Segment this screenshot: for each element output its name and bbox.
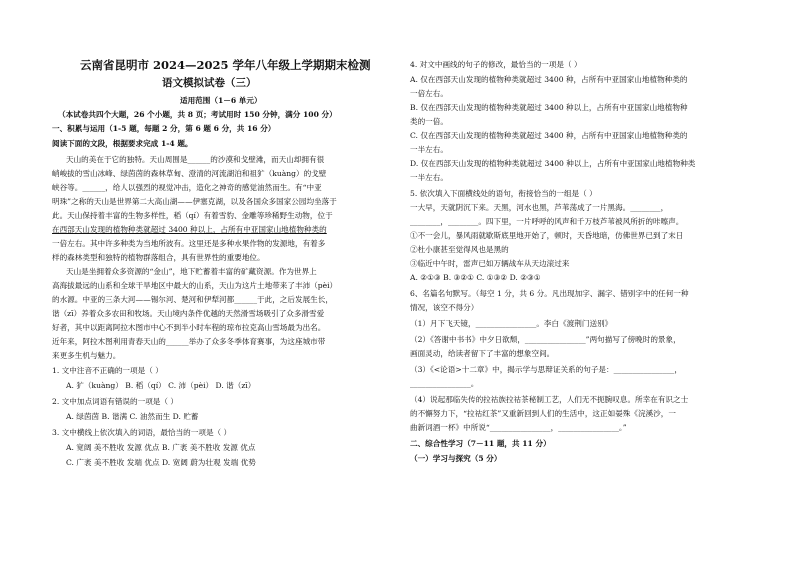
question-4-option-a: A. 仅在西部天山发现的植物种类就超过 3400 种，占所有中亚国家山地植物种类的 <box>410 75 688 84</box>
question-6-item-4: （4）说起那临失传的拉祜族拉祜茶秘制工艺，人们无不扼腕叹息。所幸在有识之士 <box>410 395 689 404</box>
exam-note: （本试卷共四个大题，26 个小题，共 8 页；考试用时 150 分钟，满分 100 分） <box>58 110 337 119</box>
question-4-option-d-cont: 一半左右。 <box>410 173 448 182</box>
passage-line: 高海拔最远的山系和全球干旱地区中最大的山系，天山为这片土地带来了丰沛（pèi） <box>52 281 338 290</box>
question-3-options-ab: A. 宽阔 美不胜收 发源 优点 B. 广袤 美不胜收 发源 优点 <box>66 443 256 452</box>
question-5-sentence-1: ①不一会儿，暴风雨就歇斯底里地开始了，顿时，天昏地暗，仿佛世界已到了末日 <box>410 231 684 240</box>
question-3: 3. 文中横线上依次填入的词语，最恰当的一项是（ ） <box>52 428 232 437</box>
question-6-note: 情况，该空不得分） <box>410 303 479 312</box>
passage-line: 谐（zī）养着众多农田和牧场。天山境内条件优越的天然滑雪场吸引了众多滑雪爱 <box>52 309 325 318</box>
passage-line: 天山的美在于它的独特。天山周围是______的沙漠和戈壁滩，而天山却拥有很 <box>66 155 325 164</box>
question-3-options-cd: C. 广袤 美不胜收 发端 优点 D. 宽阔 蔚为壮观 发端 优势 <box>66 458 256 467</box>
exam-scope: 适用范围（1－6 单元） <box>180 96 262 105</box>
passage-line: 天山是坐拥着众多资源的“金山”，地下贮蓄着丰富的矿藏资源。作为世界上 <box>66 267 317 276</box>
question-4-option-d: D. 仅在西部天山发现的植物种类就超过 3400 种以上，占所有中亚国家山地植物种类 <box>410 159 696 168</box>
passage-line: 明珠”之称的天山是世界第二大高山湖——伊塞克湖，以及各国众多国家公园均坐落于 <box>52 197 337 206</box>
question-4-option-c: C. 仅在西部天山发现的植物种类就超过 3400 种，占所有中亚国家山地植物种类的 <box>410 131 688 140</box>
question-6-item-4-cont: 曲新词酒一杯》中所说“________________，________________。” <box>410 423 627 432</box>
question-6: 6、名篇名句默写。（每空 1 分，共 6 分。凡出现加字、漏字、错别字中的任何一种 <box>410 289 689 298</box>
question-6-item-4-cont: 的不懈努力下，“拉祜红茶”又重新回到人们的生活中，这正如晏殊《浣溪沙，一 <box>410 409 676 418</box>
exam-subtitle: 语文模拟试卷（三） <box>162 77 257 89</box>
passage-line: 近年来，阿拉木图利用青春天山的______举办了众多冬季体育赛事，为这座城市带 <box>52 337 326 346</box>
exam-title: 云南省昆明市 2024—2025 学年八年级上学期期末检测 <box>80 58 371 72</box>
question-6-item-3-cont: ________________。 <box>410 379 479 388</box>
passage-line: 样的森林类型和独特的植物群落组合，具有世界性的重要地位。 <box>52 253 265 262</box>
question-5-sentence-2: ②杜小康甚至觉得风也是黑的 <box>410 245 509 254</box>
subsection-heading: （一）学习与探究（5 分） <box>410 454 502 463</box>
question-4-option-b-cont: 类的一倍。 <box>410 117 448 126</box>
question-6-item-3: （3）《<论语>十二章》中，揭示学与思辩证关系的句子是：________________， <box>410 365 682 374</box>
question-6-item-2-cont: 画面灵动，给读者留下了丰富的想象空间。 <box>410 349 555 358</box>
section-2-heading: 二、综合性学习（7－11 题，共 11 分） <box>410 439 551 448</box>
question-5-sentence-3: ③临近中午时，雷声已如万辆战车从天边滚过来 <box>410 259 570 268</box>
passage-line: 此。天山保持着丰富的生物多样性，稻（qí）有着雪豹、金雕等珍稀野生动物，位于 <box>52 211 333 220</box>
question-6-item-1: （1）月下飞天镜，________________。李白《渡荆门送别》 <box>410 319 613 328</box>
question-1: 1. 文中注音不正确的一项是（ ） <box>52 366 163 375</box>
section-heading: 一、积累与运用（1-5 题，每题 2 分，第 6 题 6 分，共 16 分） <box>52 124 276 133</box>
reading-instruction: 阅读下面的文段，根据要求完成 1-4 题。 <box>52 139 193 148</box>
passage-line: 一倍左右。其中许多种类为当地所波有。这里还是多种水果作物的发源地，有着多 <box>52 239 326 248</box>
question-4-option-c-cont: 一半左右。 <box>410 145 448 154</box>
question-2-options: A. 绿茵茵 B. 谐满 C. 油然而生 D. 贮蓄 <box>66 412 199 421</box>
question-4-option-b: B. 仅在西部天山发现的植物种类就超过 3400 种以上，占所有中亚国家山地植物种 <box>410 103 688 112</box>
passage-line: 峡谷等。______，给人以强烈的视觉冲击，造化之神奇的感觉油然而生。有“中亚 <box>52 183 322 192</box>
passage-line-underlined: 在西部天山发现的植物种类就超过 3400 种以上，占所有中亚国家山地植物种类的 <box>52 225 327 234</box>
question-5-text: ________，________。四下里，一片呼呼的风声和千万枝芦苇被风所折的咔嚓声。 <box>410 217 684 226</box>
passage-line: 峭峻拔的雪山冰峰、绿茵茵的森林草甸、澄清的河流湖泊和祖犷（kuàng）的戈壁 <box>52 169 327 178</box>
question-5-options: A. ②①③ B. ③②① C. ①③② D. ②③① <box>410 273 541 282</box>
question-4: 4. 对文中画线的句子的修改，最恰当的一项是（ ） <box>410 60 582 69</box>
passage-line: 好者，其中以距离阿拉木图市中心不到半小时车程的琼布拉克高山雪场最为出名。 <box>52 323 326 332</box>
question-6-item-2: （2）《答谢中书书》中夕日欲颓，________________”两句描写了傍晚时的景象， <box>410 335 681 344</box>
question-5-text: 一大早，天就阴沉下来。天黑，河水也黑，芦苇荡成了一片黑海。________， <box>410 203 669 212</box>
question-1-options: A. 犷（kuàng） B. 稻（qí） C. 沛（pèi） D. 谐（zī） <box>66 381 256 390</box>
passage-line: 来更多生机与魅力。 <box>52 351 121 360</box>
question-4-option-a-cont: 一倍左右。 <box>410 89 448 98</box>
question-5: 5. 依次填入下面横线处的语句，衔接恰当的一组是（ ） <box>410 189 597 198</box>
passage-line: 的水源。中亚的三条大河——锡尔河、楚河和伊犁河都______于此，之后发展生长， <box>52 295 333 304</box>
question-2: 2. 文中加点词语有错误的一项是（ ） <box>52 397 178 406</box>
